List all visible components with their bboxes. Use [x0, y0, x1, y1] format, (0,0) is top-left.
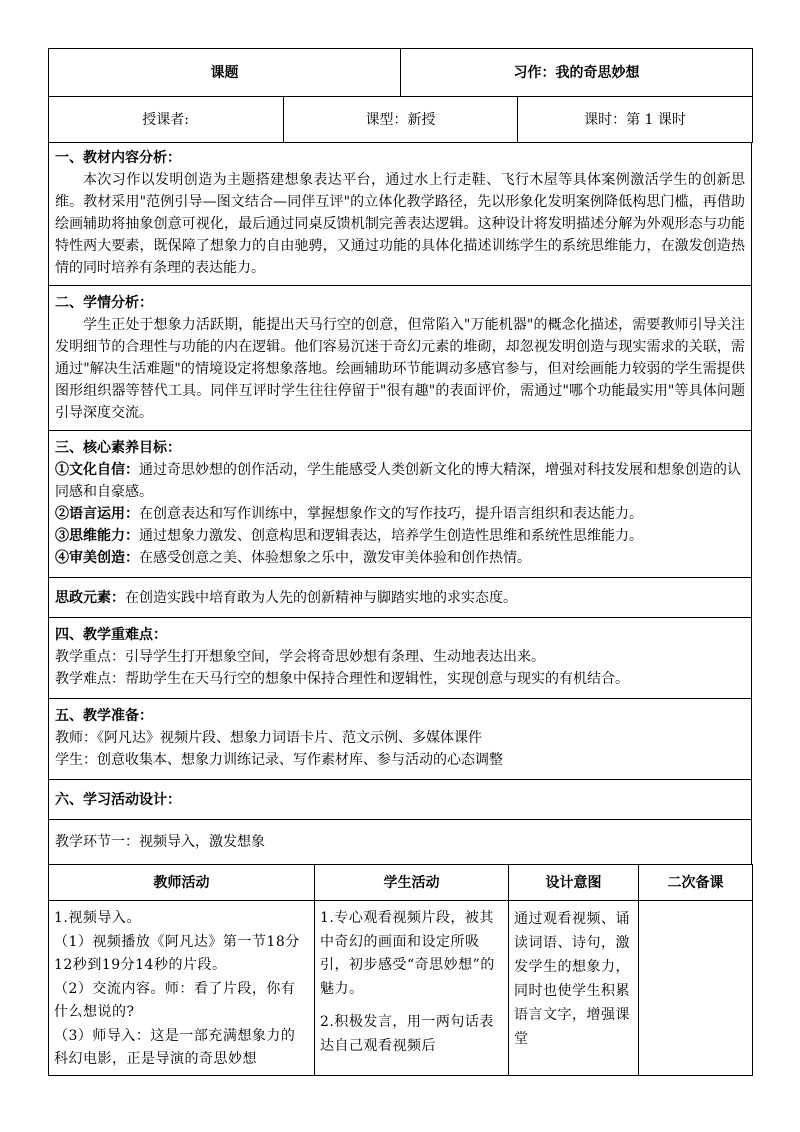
goal-item: ③思维能力：通过想象力激发、创意构思和逻辑表达，培养学生创造性思维和系统性思维能力。: [55, 528, 643, 544]
step-title: 教学环节一：视频导入，激发想象: [49, 820, 752, 865]
col-teacher-header: 教师活动: [49, 865, 315, 901]
teacher-line: （3）师导入：这是一部充满想象力的科幻电影，正是导演的奇思妙想: [54, 1027, 296, 1067]
section-title: 三、核心素养目标：: [55, 440, 181, 456]
col-second-header: 二次备课: [639, 865, 753, 901]
difficult-point: 教学难点：帮助学生在天马行空的想象中保持合理性和逻辑性，实现创意与现实的有机结合。: [55, 671, 629, 687]
ideology-label: 思政元素：: [55, 590, 125, 606]
goal-item: ①文化自信：通过奇思妙想的创作活动，学生能感受人类创新文化的博大精深，增强对科技发展和想象创造的认同感和自豪感。: [55, 462, 741, 500]
section-learners: [49, 286, 752, 431]
goal-item: ②语言运用：在创意表达和写作训练中，掌握想象作文的写作技巧，提升语言组织和表达能力。: [55, 506, 643, 522]
student-line: 1.专心观看视频片段，被其中奇幻的画面和设定所吸引，初步感受“奇思妙想”的魅力。: [320, 910, 495, 997]
second-preparation: [639, 901, 753, 1076]
learners-text: 学生正处于想象力活跃期，能提出天马行空的创意，但常陷入"万能机器"的概念化描述，需要教师引导关注发明细节的合理性与功能的内在逻辑。他们容易沉迷于奇幻元素的堆砌，却忽视发明创造与现实需求的关联，需通过"解决生活难题"的情境设定将想象落地。绘画辅助环节能调动多感官参与，但对绘画能力较弱的学生需提供图形组织器等替代工具。同伴互评时学生往往停留于"很有趣"的表面评价，需通过"哪个功能最实用"等具体问题引导深度交流。: [55, 317, 745, 421]
section-title: 四、教学重难点：: [55, 627, 167, 643]
teacher-prep: 教师：《阿凡达》视频片段、想象力词语卡片、范文示例、多媒体课件: [55, 730, 482, 746]
section-title: 六、学习活动设计：: [55, 792, 181, 808]
lesson-type: 课型：新授: [284, 97, 518, 143]
section-focus: [49, 618, 752, 699]
design-intent: 通过观看视频、诵读词语、诗句，激发学生的想象力，同时也使学生积累语言文字，增强课堂: [509, 901, 639, 1076]
section-ideology: [49, 578, 752, 618]
lesson-plan: [48, 48, 752, 1076]
activity-table: [48, 864, 753, 1076]
section-title: 一、教材内容分析：: [55, 150, 181, 166]
section-activities: [49, 780, 752, 820]
section-analysis: [49, 143, 752, 286]
content-table: [48, 142, 752, 865]
section-preparation: [49, 699, 752, 780]
analysis-text: 本次习作以发明创造为主题搭建想象表达平台，通过水上行走鞋、飞行木屋等具体案例激活学生的创新思维。教材采用"范例引导—图文结合—同伴互评"的立体化教学路径，先以形象化发明案例降低构思门槛，再借助绘画辅助将抽象创意可视化，最后通过同桌反馈机制完善表达逻辑。这种设计将发明描述分解为外观形态与功能特性两大要素，既保障了想象力的自由驰骋，又通过功能的具体化描述训练学生的系统思维能力，在激发创造热情的同时培养有条理的表达能力。: [55, 172, 745, 276]
section-title: 二、学情分析：: [55, 295, 153, 311]
goal-item: ④审美创造：在感受创意之美、体验想象之乐中，激发审美体验和创作热情。: [55, 550, 531, 566]
topic-value: 习作：我的奇思妙想: [401, 49, 753, 97]
ideology-text: 在创造实践中培育敢为人先的创新精神与脚踏实地的求实态度。: [125, 590, 517, 606]
section-goals: [49, 431, 752, 578]
student-activity: [315, 901, 509, 1076]
teacher-label: 授课者:: [49, 97, 284, 143]
topic-label: 课题: [49, 49, 401, 97]
col-student-header: 学生活动: [315, 865, 509, 901]
student-line: 2.积极发言，用一两句话表达自己观看视频后: [320, 1014, 494, 1054]
header-table: [48, 48, 753, 97]
meta-table: [48, 96, 753, 143]
col-intent-header: 设计意图: [509, 865, 639, 901]
teacher-activity: [49, 901, 315, 1076]
lesson-hours: 课时：第 1 课时: [518, 97, 753, 143]
teacher-line: （1）视频播放《阿凡达》第一节18分12秒到19分14秒的片段。: [54, 933, 300, 973]
teacher-line: （2）交流内容。师：看了片段，你有什么想说的?: [54, 980, 296, 1020]
section-title: 五、教学准备：: [55, 708, 153, 724]
teacher-line: 1.视频导入。: [54, 910, 141, 926]
key-point: 教学重点：引导学生打开想象空间，学会将奇思妙想有条理、生动地表达出来。: [55, 649, 545, 665]
student-prep: 学生：创意收集本、想象力训练记录、写作素材库、参与活动的心态调整: [55, 752, 503, 768]
